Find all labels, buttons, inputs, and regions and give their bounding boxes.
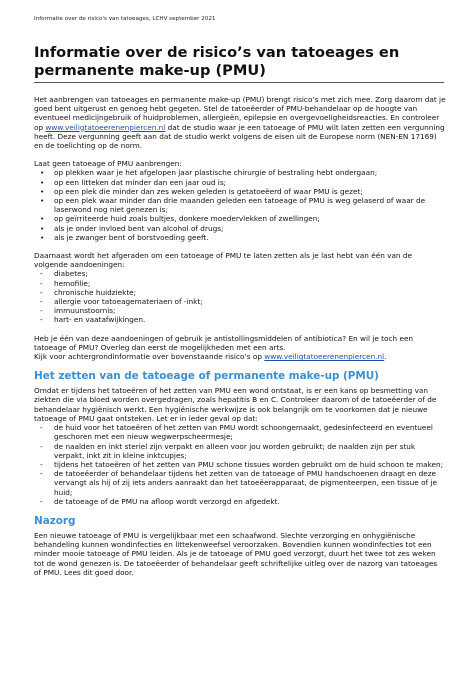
list-item: - de huid voor het tatoeëren of het zetten van PMU wordt schoongemaakt, gedesinfecteerd en eventueel geschoren met een nieuw wegwerpscheermesje; <box>34 423 446 441</box>
list-item: • op geïrriteerde huid zoals bultjes, donkere moedervlekken of zwellingen; <box>34 214 446 223</box>
intro-text-start: Het aanbrengen van tatoeages en permanente make-up (PMU) brengt risico’s met zich mee. Zorg daarom dat je goed bent uitgerust en genoeg hebt gegeten. Stel de tatoeëerder of PMU-behandelaar op de hoogte van eventueel medicijngebruik of huidproblemen, allergieën, epilepsie en overgevoeligheidsreacties. En controleer op <box>34 95 446 132</box>
running-header: Informatie over de risico's van tatoeages, LCHV september 2021 <box>34 16 216 22</box>
list-item: • op plekken waar je het afgelopen jaar plastische chirurgie of bestraling hebt ondergaan; <box>34 168 446 177</box>
list-item: • op een litteken dat minder dan een jaar oud is; <box>34 178 446 187</box>
page-title: Informatie over de risico’s van tatoeages en permanente make-up (PMU) <box>34 44 400 79</box>
intro-paragraph <box>34 95 446 150</box>
hygiene-paragraph: Omdat er tijdens het tatoeëren of het zetten van PMU een wond ontstaat, is er een kans op besmetting van ziekten die via bloed worden overgedragen, zoals hepatitis B en C. Controleer daarom of de tatoeëerder of de behandelaar hygiënisch werkt. Een hygiënische werkwijze is ook belangrijk om te voorkomen dat je nieuwe tatoeage of PMU gaat ontsteken. Let er in ieder geval op dat: <box>34 386 437 423</box>
background-info-text: Kijk voor achtergrondinformatie over bovenstaande risico’s op <box>34 352 265 362</box>
hygiene-list <box>34 423 446 506</box>
section-heading-zetten: Het zetten van de tatoeage of permanente make-up (PMU) <box>34 370 379 383</box>
no-tattoo-list <box>34 168 446 242</box>
medicine-text: Heb je één van deze aandoeningen of gebruik je antistollingsmiddelen of antibiotica? En wil je toch een tatoeage of PMU? Overleg dan eerst de mogelijkheden met een arts. <box>34 333 414 352</box>
list-item: - allergie voor tatoeagemateriaen of -inkt; <box>34 297 446 306</box>
conditions-intro: Daarnaast wordt het afgeraden om een tatoeage of PMU te laten zetten als je last hebt van één van de volgende aandoeningen: <box>34 251 412 270</box>
list-item: - de tatoeëerder of behandelaar tijdens het zetten van de tatoeage of PMU handschoenen draagt en deze vervangt als hij of zij iets anders aanraakt dan het tatoeëerapparaat, de pigmenteerpen, een tissue of je huid; <box>34 469 446 497</box>
aftercare-paragraph: Een nieuwe tatoeage of PMU is vergelijkbaar met een schaafwond. Slechte verzorging en onhygiënische behandeling kunnen wondinfecties en littekenweefsel veroorzaken. Bovendien kunnen wondinfecties tot een minder mooie tatoeage of PMU leiden. Als je de tatoeage of PMU goed verzorgt, duurt het twee tot zes weken tot de wond genezen is. De tatoeëerder of behandelaar geeft schriftelijke uitleg over de nazorg van tatoeages of PMU. Lees dit goed door. <box>34 530 438 577</box>
list-item: • als je onder invloed bent van alcohol of drugs; <box>34 224 446 233</box>
conditions-list <box>34 269 446 324</box>
list-item: - immuunstoornis; <box>34 306 446 315</box>
background-info-end: . <box>384 352 387 362</box>
section-heading-nazorg: Nazorg <box>34 514 76 527</box>
title-divider <box>34 82 444 83</box>
intro-text-end: dat de studio waar je een tatoeage of PMU wilt laten zetten een vergunning heeft. Deze vergunning geeft aan dat de studio werkt volgens de eisen uit de Europese norm (NEN-EN 17169) en de toelichting op de norm. <box>34 122 445 151</box>
list-item: - de naalden en inkt steriel zijn verpakt en alleen voor jou worden gebruikt; de naalden zijn per stuk verpakt, inkt zit in kleine inktcupjes; <box>34 442 446 460</box>
list-item: - chronische huidziekte; <box>34 288 446 297</box>
studio-check-link[interactable]: www.veiligtatoeerenenpiercen.nl <box>45 122 166 132</box>
list-item: • op een plek die minder dan zes weken geleden is getatoeëerd of waar PMU is gezet; <box>34 187 446 196</box>
document-body <box>34 95 446 586</box>
list-item: - diabetes; <box>34 269 446 278</box>
list-item: • als je zwanger bent of borstvoeding geeft. <box>34 233 446 242</box>
background-info-link[interactable]: www.veiligtatoeerenenpiercen.nl <box>264 352 385 362</box>
list-item: - hart- en vaatafwijkingen. <box>34 315 446 324</box>
list-item: • op een plek waar minder dan drie maanden geleden een tatoeage of PMU is weg gelaserd of waar de laserwond nog niet genezen is; <box>34 196 446 214</box>
medicine-paragraph <box>34 334 446 362</box>
list-item: - tijdens het tatoeëren of het zetten van PMU schone tissues worden gebruikt om de huid schoon te maken; <box>34 460 446 469</box>
no-tattoo-intro: Laat geen tatoeage of PMU aanbrengen: <box>34 159 182 169</box>
list-item: - de tatoeage of de PMU na afloop wordt verzorgd en afgedekt. <box>34 497 446 506</box>
list-item: - hemofilie; <box>34 279 446 288</box>
